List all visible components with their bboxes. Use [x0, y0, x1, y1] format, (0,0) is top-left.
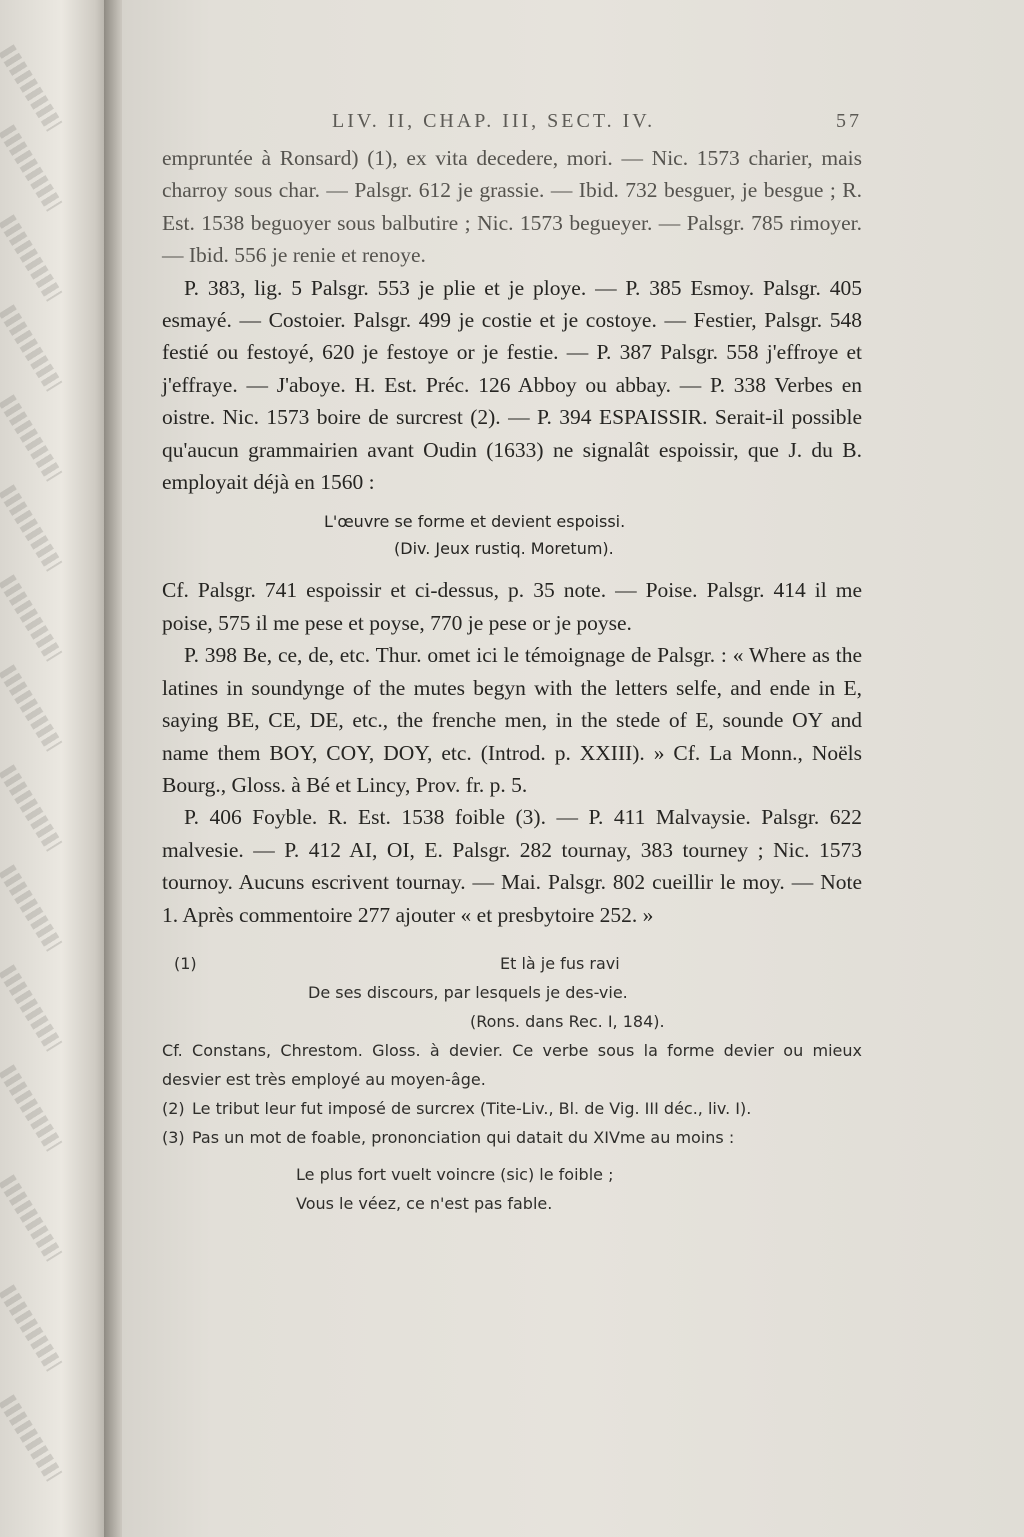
verse-citation: (Rons. dans Rec. I, 184).: [470, 1011, 665, 1031]
footnote-text: Pas un mot de foable, prononciation qui datait du XIVme au moins :: [192, 1127, 735, 1147]
footnote-marker: (2): [162, 1098, 185, 1118]
page-text: [162, 102, 862, 1218]
footnote-2: [162, 1094, 862, 1123]
paragraph-3: Cf. Palsgr. 741 espoissir et ci-dessus, p. 35 note. — Poise. Palsgr. 414 il me poise, 575 il me pese et poyse, 770 je pese or je poyse.: [162, 578, 862, 635]
facing-page-edge: [0, 0, 112, 1537]
paragraph-5: P. 406 Foyble. R. Est. 1538 foible (3). — P. 411 Malvaysie. Palsgr. 622 malvesie. — P. 412 AI, OI, E. Palsgr. 282 tournay, 383 tourney ; Nic. 1573 tournoy. Aucuns escrivent tournay. — Mai. Palsgr. 802 cueillir le moy. — Note 1. Après commentoire 277 ajouter « et presbytoire 252. »: [162, 805, 862, 927]
footnote-text: Le tribut leur fut imposé de surcrex (Tite-Liv., Bl. de Vig. III déc., liv. I).: [192, 1098, 752, 1118]
verse-citation: (Div. Jeux rustiq. Moretum).: [394, 539, 614, 559]
verse-line: Vous le véez, ce n'est pas fable.: [296, 1193, 553, 1213]
running-head: [162, 102, 862, 142]
book-page: [122, 0, 1024, 1537]
footnote-1-verse: [162, 949, 862, 1036]
verse-line: L'œuvre se forme et devient espoissi.: [324, 512, 626, 532]
page-number: 57: [836, 110, 862, 132]
verse-line: Et là je fus ravi: [500, 953, 620, 973]
footnotes: [162, 949, 862, 1218]
running-head-title: LIV. II, CHAP. III, SECT. IV.: [332, 110, 656, 132]
paragraph-1: empruntée à Ronsard) (1), ex vita decedere, mori. — Nic. 1573 charier, mais charroy sous char. — Palsgr. 612 je grassie. — Ibid. 732 besguer, je besgue ; R. Est. 1538 beguoyer sous balbutire ; Nic. 1573 begueyer. — Palsgr. 785 rimoyer. — Ibid. 556 je renie et renoye.: [162, 146, 862, 268]
footnote-1-text: Cf. Constans, Chrestom. Gloss. à devier. Ce verbe sous la forme devier ou mieux desvier est très employé au moyen-âge.: [162, 1040, 862, 1089]
footnote-3-verse: [162, 1160, 862, 1218]
paragraph-2: P. 383, lig. 5 Palsgr. 553 je plie et je ploye. — P. 385 Esmoy. Palsgr. 405 esmayé. — Costoier. Palsgr. 499 je costie et je costoye. — Festier, Palsgr. 548 festié ou festoyé, 620 je festoye or je festie. — P. 387 Palsgr. 558 j'effroye et j'effraye. — J'aboye. H. Est. Préc. 126 Abboy ou abbay. — P. 338 Verbes en oistre. Nic. 1573 boire de surcrest (2). — P. 394 ESPAISSIR. Serait-il possible qu'aucun grammairien avant Oudin (1633) ne signalât espoissir, que J. du B. employait déjà en 1560 :: [162, 275, 862, 495]
footnote-3: [162, 1123, 862, 1152]
verse-line: Le plus fort vuelt voincre (sic) le foible ;: [296, 1164, 614, 1184]
paragraph-4: P. 398 Be, ce, de, etc. Thur. omet ici le témoignage de Palsgr. : « Where as the latines in soundynge of the mutes begyn with the letters selfe, and ende in E, saying BE, CE, DE, etc., the frenche men, in the stede of E, sounde OY and name them BOY, COY, DOY, etc. (Introd. p. XXIII). » Cf. La Monn., Noëls Bourg., Gloss. à Bé et Lincy, Prov. fr. p. 5.: [162, 643, 862, 797]
quoted-verse: [162, 508, 862, 562]
footnote-marker: (3): [162, 1127, 185, 1147]
footnote-marker: (1): [174, 953, 197, 973]
verse-line: De ses discours, par lesquels je des-vie.: [308, 982, 628, 1002]
